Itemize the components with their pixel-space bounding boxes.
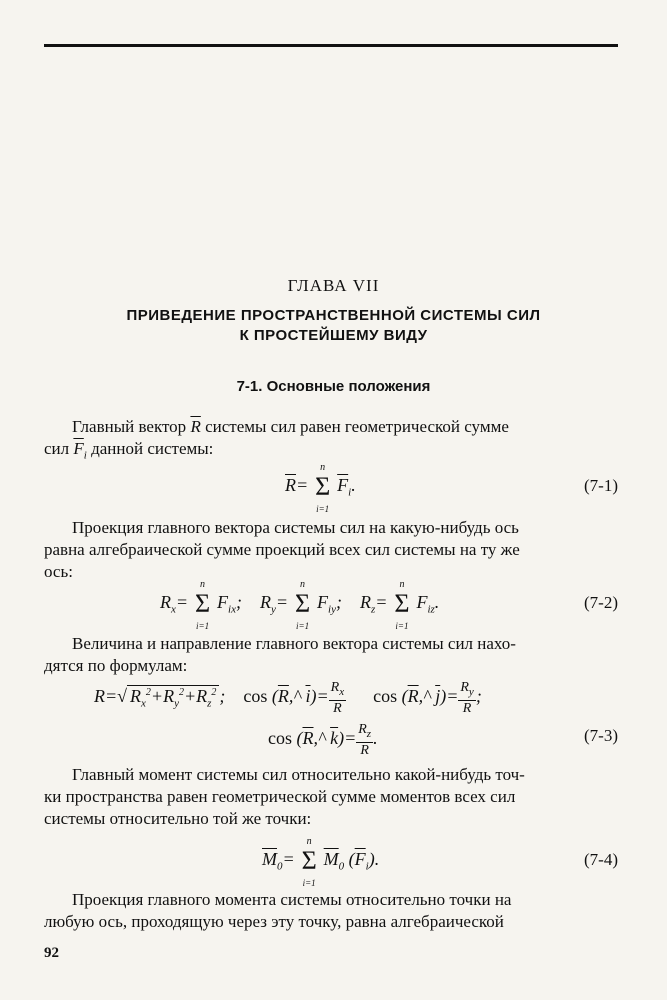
- paragraph-magnitude: [44, 633, 618, 677]
- p5-line-1: Проекция главного момента системы относительно точки на: [72, 890, 512, 909]
- p4-line-2: ки пространства равен геометрической сумме моментов всех сил: [44, 787, 516, 806]
- p2-line-3: ось:: [44, 562, 73, 581]
- top-rule: [44, 44, 618, 47]
- paragraph-main-moment: [44, 764, 618, 830]
- chapter-label: ГЛАВА VII: [287, 276, 380, 295]
- p3-line-2: дятся по формулам:: [44, 656, 188, 675]
- page-number: 92: [44, 945, 59, 961]
- paragraph-projection: [44, 517, 618, 583]
- p3-line-1: Величина и направление главного вектора системы сил нахо-: [72, 634, 516, 653]
- p2-line-1: Проекция главного вектора системы сил на какую-нибудь ось: [72, 518, 519, 537]
- p2-line-2: равна алгебраической сумме проекций всех сил системы на ту же: [44, 540, 520, 559]
- equation-7-1: $\overline{R}= \Sigma$ n i=1 $\overline{F}_i$.: [285, 462, 356, 514]
- equation-7-3-line-1: R=√ $R_x^2+R_y^2+R_z^2$ ; $\cos (\overline{R},\^{}$ $\overline{i})=$ $\frac{R_x}{R}$ $\cos (\overline{R},\^{}$ $\overline{j})=$ $\frac{R_y}{R}$ ;: [94, 680, 482, 716]
- paragraph-main-vector: [44, 416, 618, 466]
- heading-line-2: К ПРОСТЕЙШЕМУ ВИДУ: [239, 327, 428, 344]
- p1-line-1: Главный вектор $\overline{R}$ системы сил равен геометрической сумме: [72, 417, 509, 436]
- eq-number-7-4: (7-4): [584, 850, 618, 869]
- equation-7-2: $R_x= \Sigma$ n i=1 $F_{ix}$; $R_y= \Sigma$ n i=1 $F_{iy}$; $R_z= \Sigma$ n i=1 $F_{iz}$.: [160, 579, 440, 631]
- eq-number-7-1: (7-1): [584, 476, 618, 495]
- sum-symbol: Σ n i=1: [315, 462, 331, 514]
- heading-line-1: ПРИВЕДЕНИЕ ПРОСТРАНСТВЕННОЙ СИСТЕМЫ СИЛ: [126, 307, 541, 324]
- p4-line-1: Главный момент системы сил относительно какой-нибудь точ-: [72, 765, 525, 784]
- paragraph-moment-projection: [44, 889, 618, 933]
- equation-7-4: $\overline{M}_0= \Sigma$ n i=1 $\overline{M}_0$ $(\overline{F}_i)$.: [262, 836, 380, 888]
- chapter-heading: [0, 306, 667, 346]
- eq-number-7-3: (7-3): [584, 726, 618, 745]
- p5-line-2: любую ось, проходящую через эту точку, равна алгебраической: [44, 912, 504, 931]
- section-title: 7-1. Основные положения: [236, 378, 431, 395]
- equation-7-3-line-2: $\cos (\overline{R},\^{}$ $\overline{k})=$ $\frac{R_z}{R}$ .: [268, 722, 378, 758]
- p1-line-2: сил $\overline{F}_i$ данной системы:: [44, 439, 214, 462]
- p4-line-3: системы относительно той же точки:: [44, 809, 312, 828]
- eq-number-7-2: (7-2): [584, 593, 618, 612]
